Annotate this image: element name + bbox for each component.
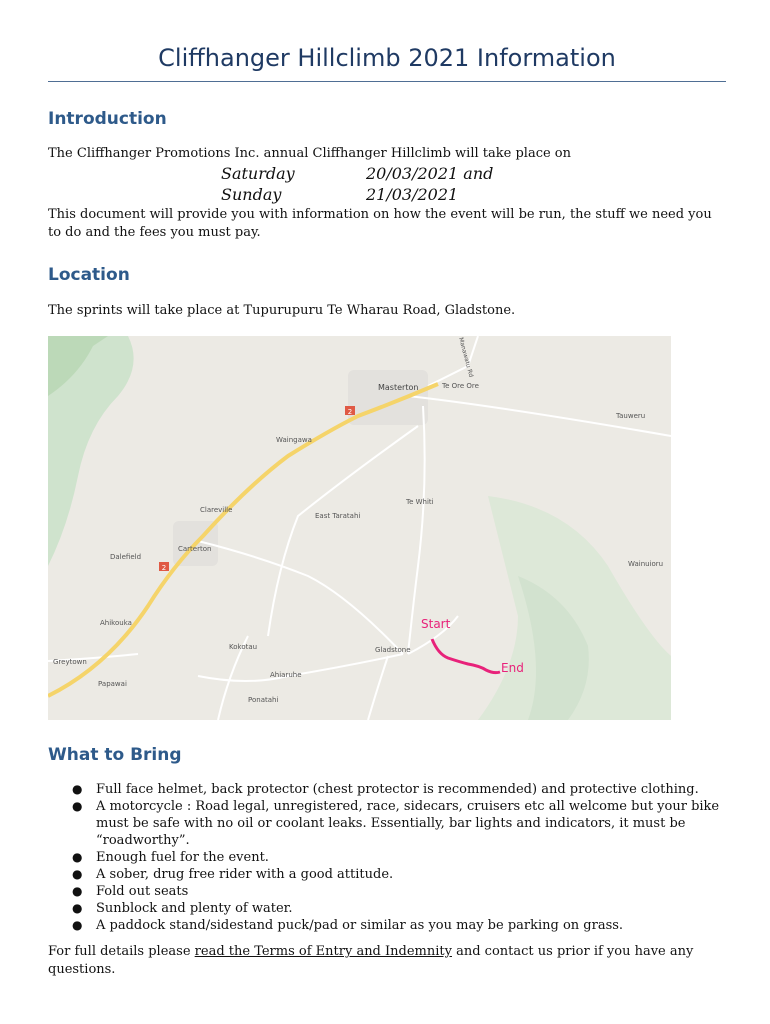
list-item: ● A paddock stand/sidestand puck/pad or similar as you may be parking on grass. bbox=[72, 918, 624, 933]
map-label-greytown: Greytown bbox=[53, 658, 87, 666]
map-label-dalefield: Dalefield bbox=[110, 553, 142, 561]
introduction-lead: The Cliffhanger Promotions Inc. annual Cliffhanger Hillclimb will take place on bbox=[48, 146, 572, 161]
list-item: ● A sober, drug free rider with a good attitude. bbox=[72, 867, 394, 882]
map-label-masterton: Masterton bbox=[378, 383, 419, 392]
title-divider bbox=[48, 81, 726, 82]
bullet-icon: ● bbox=[72, 799, 83, 813]
map-highway-badge-2 bbox=[159, 562, 169, 572]
list-item: ● A motorcycle : Road legal, unregistered, race, sidecars, cruisers etc all welcome but your bike must be safe with no oil or coolant leaks. Essentially, bar lights and indicators, it must be “roadworthy”. bbox=[72, 799, 720, 848]
map-label-waingawa: Waingawa bbox=[276, 436, 312, 444]
date-value-2: 21/03/2021 bbox=[366, 185, 459, 204]
map-label-papawai: Papawai bbox=[98, 680, 127, 688]
date-value-1: 20/03/2021 and bbox=[366, 164, 494, 183]
list-item: ● Enough fuel for the event. bbox=[72, 850, 269, 865]
bullet-icon: ● bbox=[72, 884, 83, 898]
list-item: ● Fold out seats bbox=[72, 884, 189, 899]
map-highway-badge-1 bbox=[345, 406, 355, 416]
terms-link[interactable]: read the Terms of Entry and Indemnity bbox=[194, 944, 452, 959]
map-label-ahiaruhe: Ahiaruhe bbox=[270, 671, 302, 679]
map-label-ahikouka: Ahikouka bbox=[100, 619, 132, 627]
map-label-clareville: Clareville bbox=[200, 506, 233, 514]
map-end-label: End bbox=[501, 661, 524, 675]
introduction-body: This document will provide you with information on how the event will be run, the stuff we need you to do and the fees you must pay. bbox=[48, 207, 712, 240]
list-item: ● Full face helmet, back protector (chest protector is recommended) and protective clothing. bbox=[72, 782, 699, 797]
location-map[interactable] bbox=[48, 336, 671, 720]
map-label-te-whiti: Te Whiti bbox=[406, 498, 434, 506]
map-label-wainuioru: Wainuioru bbox=[628, 560, 664, 568]
bring-list bbox=[48, 781, 728, 934]
svg-text:2: 2 bbox=[347, 408, 353, 416]
what-to-bring-heading: What to Bring bbox=[48, 745, 182, 765]
map-label-road: Manawatu Rd bbox=[457, 336, 475, 379]
map-label-tauweru: Tauweru bbox=[616, 412, 646, 420]
map-label-kokotau: Kokotau bbox=[229, 643, 258, 651]
map-label-east-taratahi: East Taratahi bbox=[315, 512, 361, 520]
map-start-label: Start bbox=[421, 617, 451, 631]
date-day-2: Sunday bbox=[221, 185, 282, 204]
map-label-ponatahi: Ponatahi bbox=[248, 696, 279, 704]
bullet-icon: ● bbox=[72, 918, 83, 932]
list-item: ● Sunblock and plenty of water. bbox=[72, 901, 293, 916]
bullet-icon: ● bbox=[72, 850, 83, 864]
location-text: The sprints will take place at Tupurupuru Te Wharau Road, Gladstone. bbox=[48, 303, 516, 318]
page-title: Cliffhanger Hillclimb 2021 Information bbox=[158, 44, 616, 72]
location-heading: Location bbox=[48, 265, 130, 285]
map-label-te-ore-ore: Te Ore Ore bbox=[442, 382, 479, 390]
bullet-icon: ● bbox=[72, 901, 83, 915]
bullet-icon: ● bbox=[72, 867, 83, 881]
svg-text:2: 2 bbox=[161, 564, 167, 572]
map-label-gladstone: Gladstone bbox=[375, 646, 411, 654]
map-label-carterton: Carterton bbox=[178, 545, 212, 553]
date-day-1: Saturday bbox=[221, 164, 295, 183]
footer-paragraph: For full details please read the Terms of Entry and Indemnity and contact us prior if you have any questions. bbox=[48, 944, 694, 977]
bullet-icon: ● bbox=[72, 782, 83, 796]
introduction-heading: Introduction bbox=[48, 109, 167, 129]
